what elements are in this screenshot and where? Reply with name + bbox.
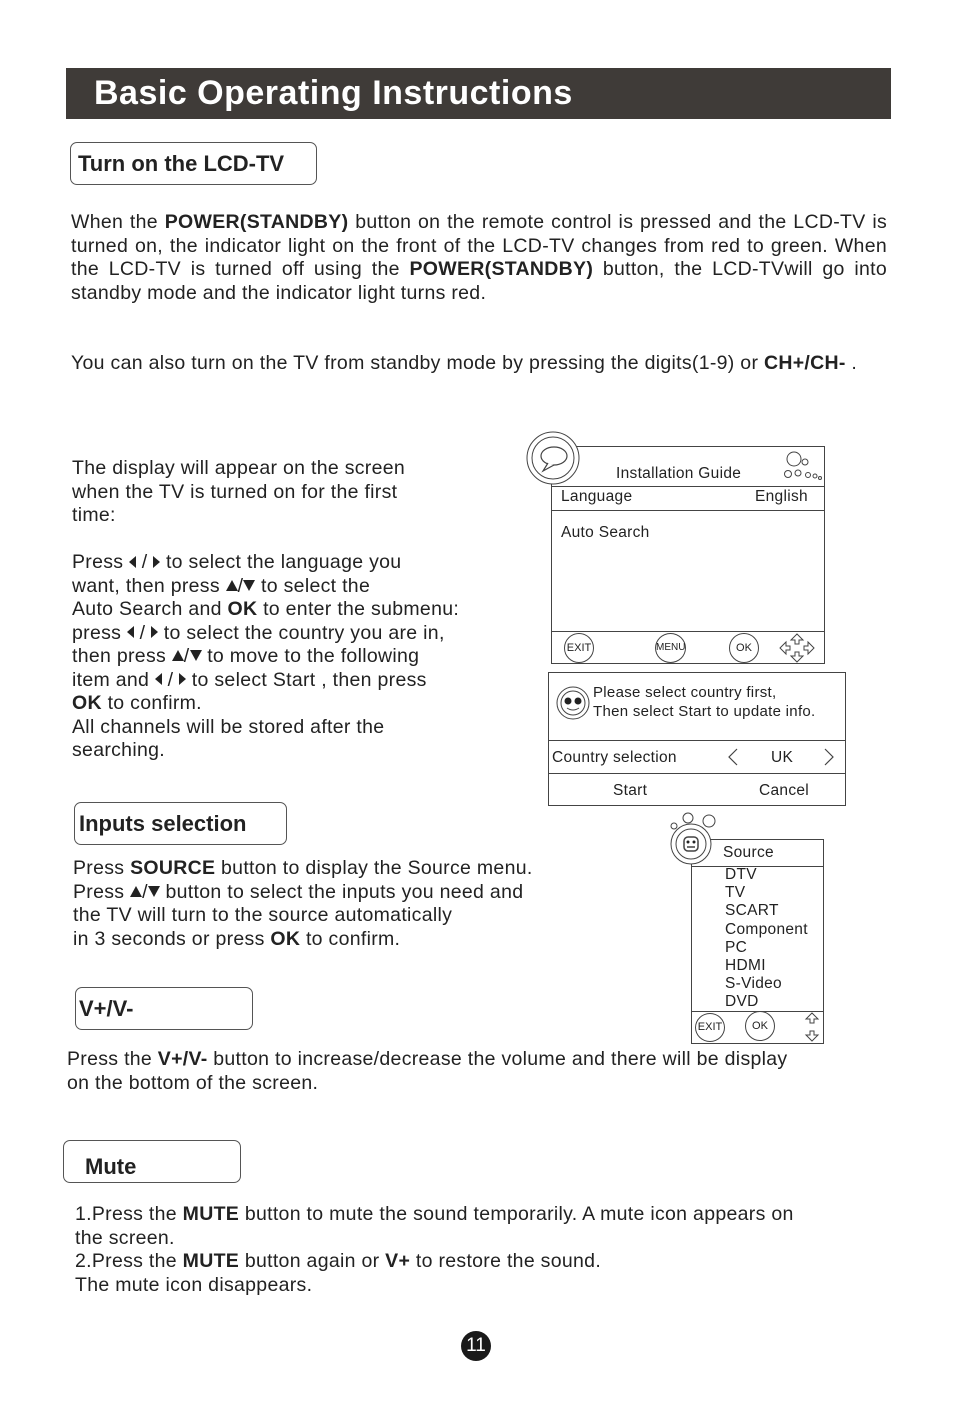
text-line: the screen. <box>75 1226 175 1249</box>
up-down-arrows-icon <box>803 1011 821 1043</box>
bold-text: OK <box>72 692 102 714</box>
text-run: button to select the inputs you need and <box>159 880 524 903</box>
text-run: Press the <box>67 1048 158 1070</box>
text-run: When the <box>71 211 165 233</box>
text-line <box>72 551 522 575</box>
text-run: / <box>133 621 152 644</box>
bold-text: POWER(STANDBY) <box>409 258 594 280</box>
instruction-line: Please select country first, <box>593 684 777 701</box>
section-heading-label: V+/V- <box>79 996 134 1021</box>
left-arrow-icon <box>127 626 134 638</box>
text-run: You can also turn on the TV from standby mode by pressing the digits(1-9) or <box>71 352 764 374</box>
paragraph-first-display <box>72 457 512 528</box>
right-chevron-icon[interactable] <box>823 747 835 767</box>
text-line <box>73 928 633 952</box>
text-line <box>73 881 633 905</box>
text-run: button again or <box>239 1250 386 1272</box>
text-run: . <box>845 352 858 374</box>
exit-button[interactable]: EXIT <box>695 1013 725 1042</box>
up-arrow-icon <box>226 580 238 591</box>
section-heading-inputs <box>74 802 287 845</box>
text-run: to select the <box>255 574 371 597</box>
text-run: / <box>237 574 244 597</box>
paragraph-volume <box>67 1048 897 1095</box>
text-line: The display will appear on the screen <box>72 457 406 479</box>
bold-text: V+ <box>385 1250 411 1272</box>
text-run: to select the language you <box>160 551 402 573</box>
text-run: button to mute the sound temporarily. A mute icon appears on <box>239 1203 794 1225</box>
bold-text: MUTE <box>182 1203 240 1225</box>
source-menu-title: Source <box>723 844 774 861</box>
source-item-tv[interactable]: TV <box>725 884 746 902</box>
section-heading-volume <box>75 987 253 1030</box>
left-arrow-icon <box>129 556 136 568</box>
down-arrow-icon <box>190 650 202 661</box>
left-arrow-icon <box>155 673 162 685</box>
text-line <box>75 1203 900 1227</box>
text-run: to enter the submenu: <box>257 598 460 620</box>
menu-button[interactable]: MENU <box>655 633 686 663</box>
text-line <box>72 575 522 599</box>
text-run: to confirm. <box>101 692 202 714</box>
header-bar <box>66 68 891 119</box>
section-heading-label: Turn on the LCD-TV <box>78 151 285 176</box>
section-heading-mute <box>63 1140 241 1183</box>
divider <box>551 486 825 487</box>
text-run: Press <box>72 551 130 573</box>
paragraph-power <box>71 211 887 305</box>
up-arrow-icon <box>172 650 184 661</box>
left-chevron-icon[interactable] <box>727 747 739 767</box>
text-run: 1.Press the <box>75 1203 183 1225</box>
source-item-scart[interactable]: SCART <box>725 902 779 920</box>
text-run: button to display the Source menu. <box>215 857 533 879</box>
divider <box>549 773 845 774</box>
text-run: Press <box>73 880 131 903</box>
bold-text: POWER(STANDBY) <box>164 211 349 233</box>
language-label[interactable]: Language <box>561 488 633 505</box>
cancel-button[interactable]: Cancel <box>759 782 810 799</box>
text-run: / <box>136 551 154 573</box>
text-run: / <box>142 880 148 903</box>
down-arrow-icon <box>243 580 255 591</box>
right-arrow-icon <box>153 556 160 568</box>
divider <box>551 510 825 511</box>
text-line <box>75 1250 900 1274</box>
text-run: to move to the following <box>201 645 420 667</box>
text-run: / <box>183 645 190 667</box>
source-item-component[interactable]: Component <box>725 920 808 938</box>
bold-text: OK <box>270 927 301 950</box>
text-line: when the TV is turned on for the first <box>72 480 398 503</box>
text-run: to select the country you are in, <box>158 621 445 644</box>
source-item-dvd[interactable]: DVD <box>725 993 759 1011</box>
paragraph-standby <box>71 352 887 376</box>
text-line <box>72 669 522 693</box>
source-item-dtv[interactable]: DTV <box>725 866 757 883</box>
page-number: 11 <box>461 1331 491 1361</box>
paragraph-mute <box>75 1203 900 1297</box>
section-heading-label: Inputs selection <box>79 811 247 836</box>
menu-title: Installation Guide <box>616 465 742 482</box>
text-run: want, then press <box>72 574 226 597</box>
navigation-arrows-icon <box>777 632 817 664</box>
start-button[interactable]: Start <box>613 782 648 799</box>
country-value[interactable]: UK <box>771 749 794 766</box>
right-arrow-icon <box>151 626 158 638</box>
down-arrow-icon <box>148 886 160 897</box>
text-line <box>72 645 522 669</box>
text-run: / <box>161 668 180 691</box>
instruction-line: Then select Start to update info. <box>593 703 816 720</box>
text-line <box>72 598 522 622</box>
bold-text: MUTE <box>182 1250 240 1272</box>
text-line: searching. <box>72 739 165 761</box>
bold-text: CH+/CH- <box>763 352 846 374</box>
paragraph-language-steps <box>72 551 522 763</box>
text-run: button, the LCD-TVwill go into standby mode and the indicator light turns red. <box>71 258 887 304</box>
up-arrow-icon <box>130 886 142 897</box>
text-run: to confirm. <box>300 927 401 950</box>
text-run: to select Start , then press <box>186 668 427 691</box>
text-line <box>67 1048 897 1072</box>
face-icon <box>554 685 592 721</box>
text-run: button to increase/decrease the volume and there will be display <box>207 1048 788 1070</box>
speech-bubble-icon <box>526 430 582 486</box>
ok-button[interactable]: OK <box>745 1011 775 1041</box>
source-item-pc[interactable]: PC <box>725 938 748 956</box>
text-line: All channels will be stored after the <box>72 715 385 738</box>
bold-text: V+/V- <box>157 1048 208 1070</box>
auto-search-item[interactable]: Auto Search <box>561 524 650 541</box>
text-line <box>72 622 522 646</box>
text-line: The mute icon disappears. <box>75 1273 313 1296</box>
right-arrow-icon <box>179 673 186 685</box>
paragraph-inputs <box>73 857 633 951</box>
installation-guide-menu <box>526 430 828 666</box>
divider <box>549 740 845 741</box>
ok-button[interactable]: OK <box>729 633 759 663</box>
language-value[interactable]: English <box>755 488 808 505</box>
text-run: in 3 seconds or press <box>73 927 271 950</box>
text-run: 2.Press the <box>75 1250 183 1272</box>
source-list <box>725 866 808 1012</box>
text-line <box>73 857 633 881</box>
page-title: Basic Operating Instructions <box>94 74 573 112</box>
bold-text: SOURCE <box>130 857 216 879</box>
remote-bubble-icon <box>666 810 716 870</box>
text-run: press <box>72 621 127 644</box>
text-line: the TV will turn to the source automatically <box>73 904 453 926</box>
section-heading-turn-on <box>70 142 317 185</box>
country-selection-label[interactable]: Country selection <box>552 749 677 766</box>
text-run: Press <box>73 857 131 879</box>
bubbles-icon <box>782 450 824 482</box>
text-run: then press <box>72 645 172 667</box>
text-run: to restore the sound. <box>410 1250 602 1272</box>
source-item-s-video[interactable]: S-Video <box>725 975 782 993</box>
source-item-hdmi[interactable]: HDMI <box>725 957 766 975</box>
section-heading-label: Mute <box>85 1154 137 1179</box>
text-run: button on the remote control is pressed and the LCD-TV is turned on, the indicator light on the front of the LCD-TV changes from red to green. When the LCD-TV is turned off using the <box>71 211 888 280</box>
country-selection-menu <box>548 672 846 806</box>
bold-text: OK <box>227 598 258 620</box>
source-menu <box>666 810 826 1046</box>
exit-button[interactable]: EXIT <box>564 633 594 663</box>
text-line: on the bottom of the screen. <box>67 1071 319 1094</box>
text-line <box>72 692 522 716</box>
text-line: time: <box>72 504 116 526</box>
text-run: Auto Search and <box>72 598 228 620</box>
text-run: item and <box>72 668 155 691</box>
